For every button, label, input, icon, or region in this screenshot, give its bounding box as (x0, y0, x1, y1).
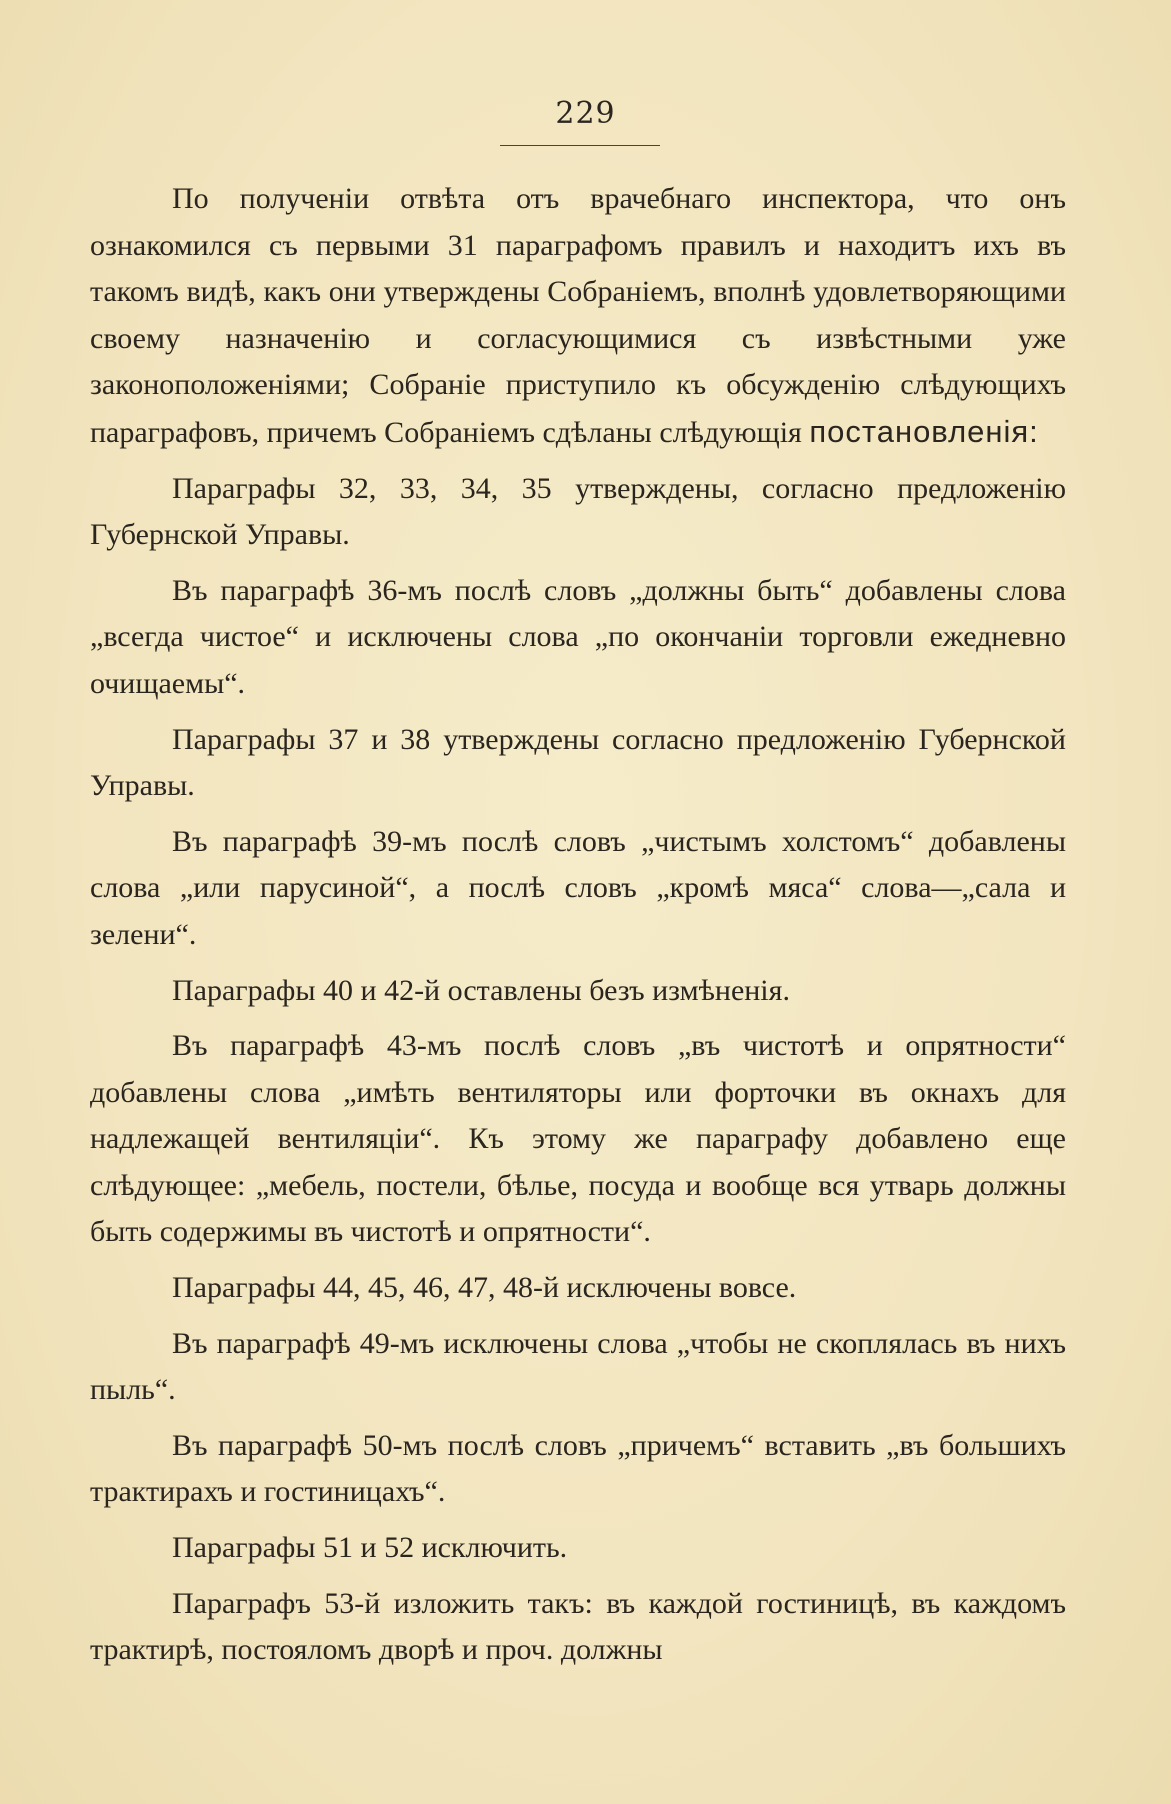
paragraph-4: Параграфы 37 и 38 утверждены согласно предложенію Губернской Управы. (90, 722, 1066, 803)
paragraph-8: Параграфы 44, 45, 46, 47, 48-й исключены вовсе. (172, 1271, 797, 1305)
body-text (90, 176, 1066, 1674)
paragraph-11: Параграфы 51 и 52 исключить. (172, 1531, 568, 1565)
header-rule (500, 145, 660, 146)
paragraph-1 (90, 176, 1066, 457)
paragraph-2: Параграфы 32, 33, 34, 35 утверждены, согласно предложенію Губернской Управы. (90, 471, 1066, 552)
paragraph-3: Въ параграфѣ 36-мъ послѣ словъ „должны быть“ добавлены слова „всегда чистое“ и исключены слова „по окончаніи торговли ежедневно очищаемы“. (90, 573, 1066, 700)
paragraph-7: Въ параграфѣ 43-мъ послѣ словъ „въ чистотѣ и опрятности“ добавлены слова „имѣть вентиляторы или форточки въ окнахъ для надлежащей вентиляціи“. Къ этому же параграфу добавлено еще слѣдующее: „мебель, постели, бѣлье, посуда и вообще вся утварь должны быть содержимы въ чистотѣ и опрятности“. (90, 1029, 1066, 1249)
paragraph-6: Параграфы 40 и 42-й оставлены безъ измѣненія. (172, 973, 790, 1007)
paragraph-5: Въ параграфѣ 39-мъ послѣ словъ „чистымъ холстомъ“ добавлены слова „или парусиной“, а послѣ словъ „кромѣ мяса“ слова—„сала и зелени“. (90, 824, 1066, 951)
paragraph-text: По полученіи отвѣта отъ врачебнаго инспектора, что онъ ознакомился съ первыми 31 параграфомъ правилъ и находитъ ихъ въ такомъ видѣ, какъ они утверждены Собраніемъ, вполнѣ удовлетворяющими своему назначенію и согласующимися съ извѣстными уже законоположеніями; Собраніе приступило къ обсужденію слѣдующихъ параграфовъ, причемъ Собраніемъ сдѣланы слѣдующія (90, 182, 1066, 449)
emphasized-word: постановленія: (809, 413, 1039, 449)
paragraph-12: Параграфъ 53-й изложить такъ: въ каждой гостиницѣ, въ каждомъ трактирѣ, постояломъ дворѣ и проч. должны (90, 1586, 1066, 1667)
paragraph-10: Въ параграфѣ 50-мъ послѣ словъ „причемъ“ вставить „въ большихъ трактирахъ и гостиницахъ“. (90, 1428, 1066, 1509)
page-number: 229 (555, 96, 616, 131)
paragraph-9: Въ параграфѣ 49-мъ исключены слова „чтобы не скоплялась въ нихъ пыль“. (90, 1326, 1066, 1407)
